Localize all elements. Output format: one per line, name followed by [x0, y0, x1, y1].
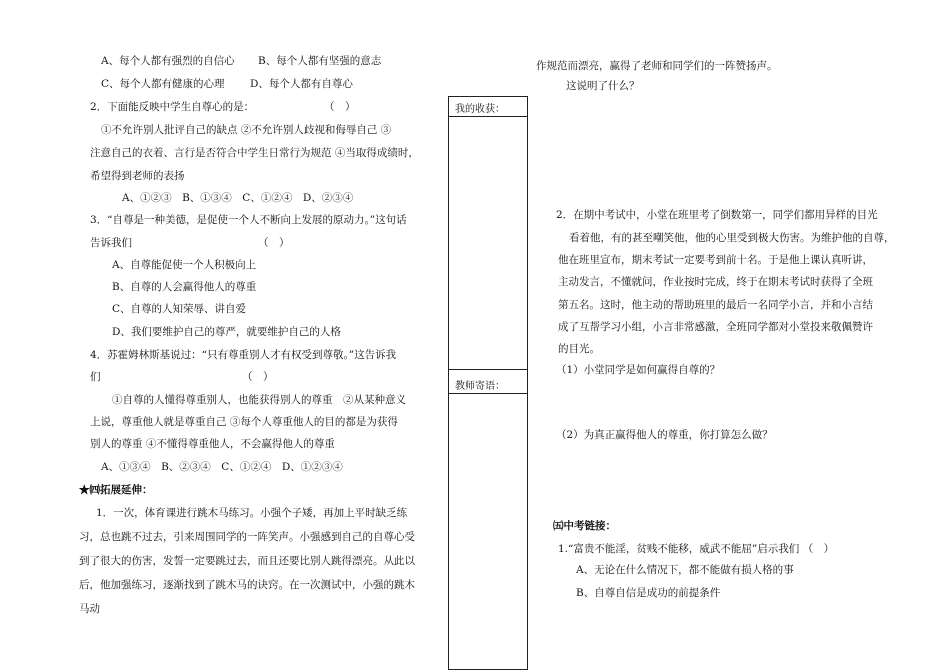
section-extension-heading: ★㈣拓展延伸： — [79, 484, 153, 496]
ext1-line6: 作规范而漂亮，赢得了老师和同学们的一阵赞扬声。 — [536, 60, 778, 72]
section-exam-link-heading: ㈤中考链接： — [553, 520, 616, 532]
q3-answer-paren: （ ） — [258, 237, 290, 249]
ext2-line2: 看着他，有的甚至嘲笑他，他的心里受到极大伤害。为维护他的自尊， — [569, 232, 895, 244]
ext1-question: 这说明了什么？ — [566, 80, 640, 92]
q1-option-a: A、每个人都有强烈的自信心 — [101, 55, 235, 67]
q3-option-d: D、我们要维护自己的尊严，就要维护自己的人格 — [112, 326, 341, 338]
ext2-line5: 第五名。这时，他主动的帮助班里的最后一名同学小言，并和小言结 — [558, 299, 873, 311]
q2-choices: A、①②③ B、①③④ C、①②④ D、②③④ — [122, 192, 354, 204]
q3-stem-line1: 3．“自尊是一种美德，是促使一个人不断向上发展的原动力。”这句话 — [90, 214, 407, 226]
q4-options-line1: ①自尊的人懂得尊重别人，也能获得别人的尊重 ②从某种意义 — [112, 394, 406, 406]
q3-option-b: B、自尊的人会赢得他人的尊重 — [112, 281, 257, 293]
ext2-line6: 成了互帮学习小组，小言非常感激，全班同学都对小堂投来敬佩赞许 — [558, 321, 873, 333]
q2-options-line3: 希望得到老师的表扬 — [90, 170, 185, 182]
q2-options-line2: 注意自己的衣着、言行是否符合中学生日常行为规范 ④当取得成绩时， — [90, 147, 419, 159]
exam-q1-stem: 1.“富贵不能淫，贫贱不能移，威武不能屈”启示我们 （ ） — [558, 543, 835, 555]
ext2-line1: 2．在期中考试中，小堂在班里考了倒数第一，同学们都用异样的目光 — [556, 209, 878, 221]
q4-options-line3: 别人的尊重 ④不懂得尊重他人，不会赢得他人的尊重 — [90, 438, 335, 450]
q4-stem-line1: 4．苏霍姆林斯基说过：“只有尊重别人才有权受到尊敬。”这告诉我 — [90, 349, 397, 361]
q3-option-c: C、自尊的人知荣辱、讲自爱 — [112, 303, 247, 315]
exam-q1-option-a: A、无论在什么情况下，都不能做有损人格的事 — [576, 564, 794, 576]
q1-option-c: C、每个人都有健康的心理 — [101, 78, 225, 90]
q4-options-line2: 上说，尊重他人就是尊重自己 ③每个人尊重他人的目的都是为获得 — [90, 416, 398, 428]
ext2-subquestion-1: （1）小堂同学是如何赢得自尊的？ — [556, 364, 721, 376]
ext1-line2: 习，总也跳不过去，引来周围同学的一阵笑声。小强感到自己的自尊心受 — [79, 531, 415, 543]
exam-q1-option-b: B、自尊自信是成功的前提条件 — [576, 587, 721, 599]
notes-divider — [449, 369, 527, 370]
ext1-line1: 1．一次，体育课进行跳木马练习。小强个子矮，再加上平时缺乏练 — [96, 507, 408, 519]
q3-option-a: A、自尊能促使一个人积极向上 — [112, 259, 257, 271]
ext2-line7: 的目光。 — [558, 343, 600, 355]
teacher-comment-label: 教师寄语： — [449, 374, 527, 394]
q2-options-line1: ①不允许别人批评自己的缺点 ②不允许别人歧视和侮辱自己 ③ — [101, 124, 392, 136]
ext1-line3: 到了很大的伤害，发誓一定要跳过去，而且还要比别人跳得漂亮。从此以 — [79, 555, 415, 567]
q4-choices: A、①③④ B、②③④ C、①②④ D、①②③④ — [101, 461, 343, 473]
q4-answer-paren: （ ） — [242, 371, 274, 383]
q1-option-b: B、每个人都有坚强的意志 — [258, 55, 382, 67]
ext2-line4: 主动发言，不懂就问，作业按时完成，终于在期末考试时获得了全班 — [558, 276, 873, 288]
q3-stem-line2: 告诉我们 — [90, 237, 132, 249]
ext1-line4: 后，他加强练习，逐渐找到了跳木马的诀窍。在一次测试中，小强的跳木 — [79, 579, 415, 591]
ext2-line3: 他在班里宣布，期末考试一定要考到前十名。于是他上课认真听讲， — [558, 254, 873, 266]
ext2-subquestion-2: （2）为真正赢得他人的尊重，你打算怎么做？ — [556, 429, 773, 441]
q4-stem-line2: 们 — [90, 371, 101, 383]
harvest-label: 我的收获： — [449, 97, 527, 117]
q2-answer-paren: （ ） — [324, 101, 356, 113]
q1-option-d: D、每个人都有自尊心 — [250, 78, 353, 90]
notes-panel — [448, 96, 528, 670]
ext1-line5: 马动 — [79, 603, 100, 615]
q2-stem: 2．下面能反映中学生自尊心的是： — [90, 101, 255, 113]
